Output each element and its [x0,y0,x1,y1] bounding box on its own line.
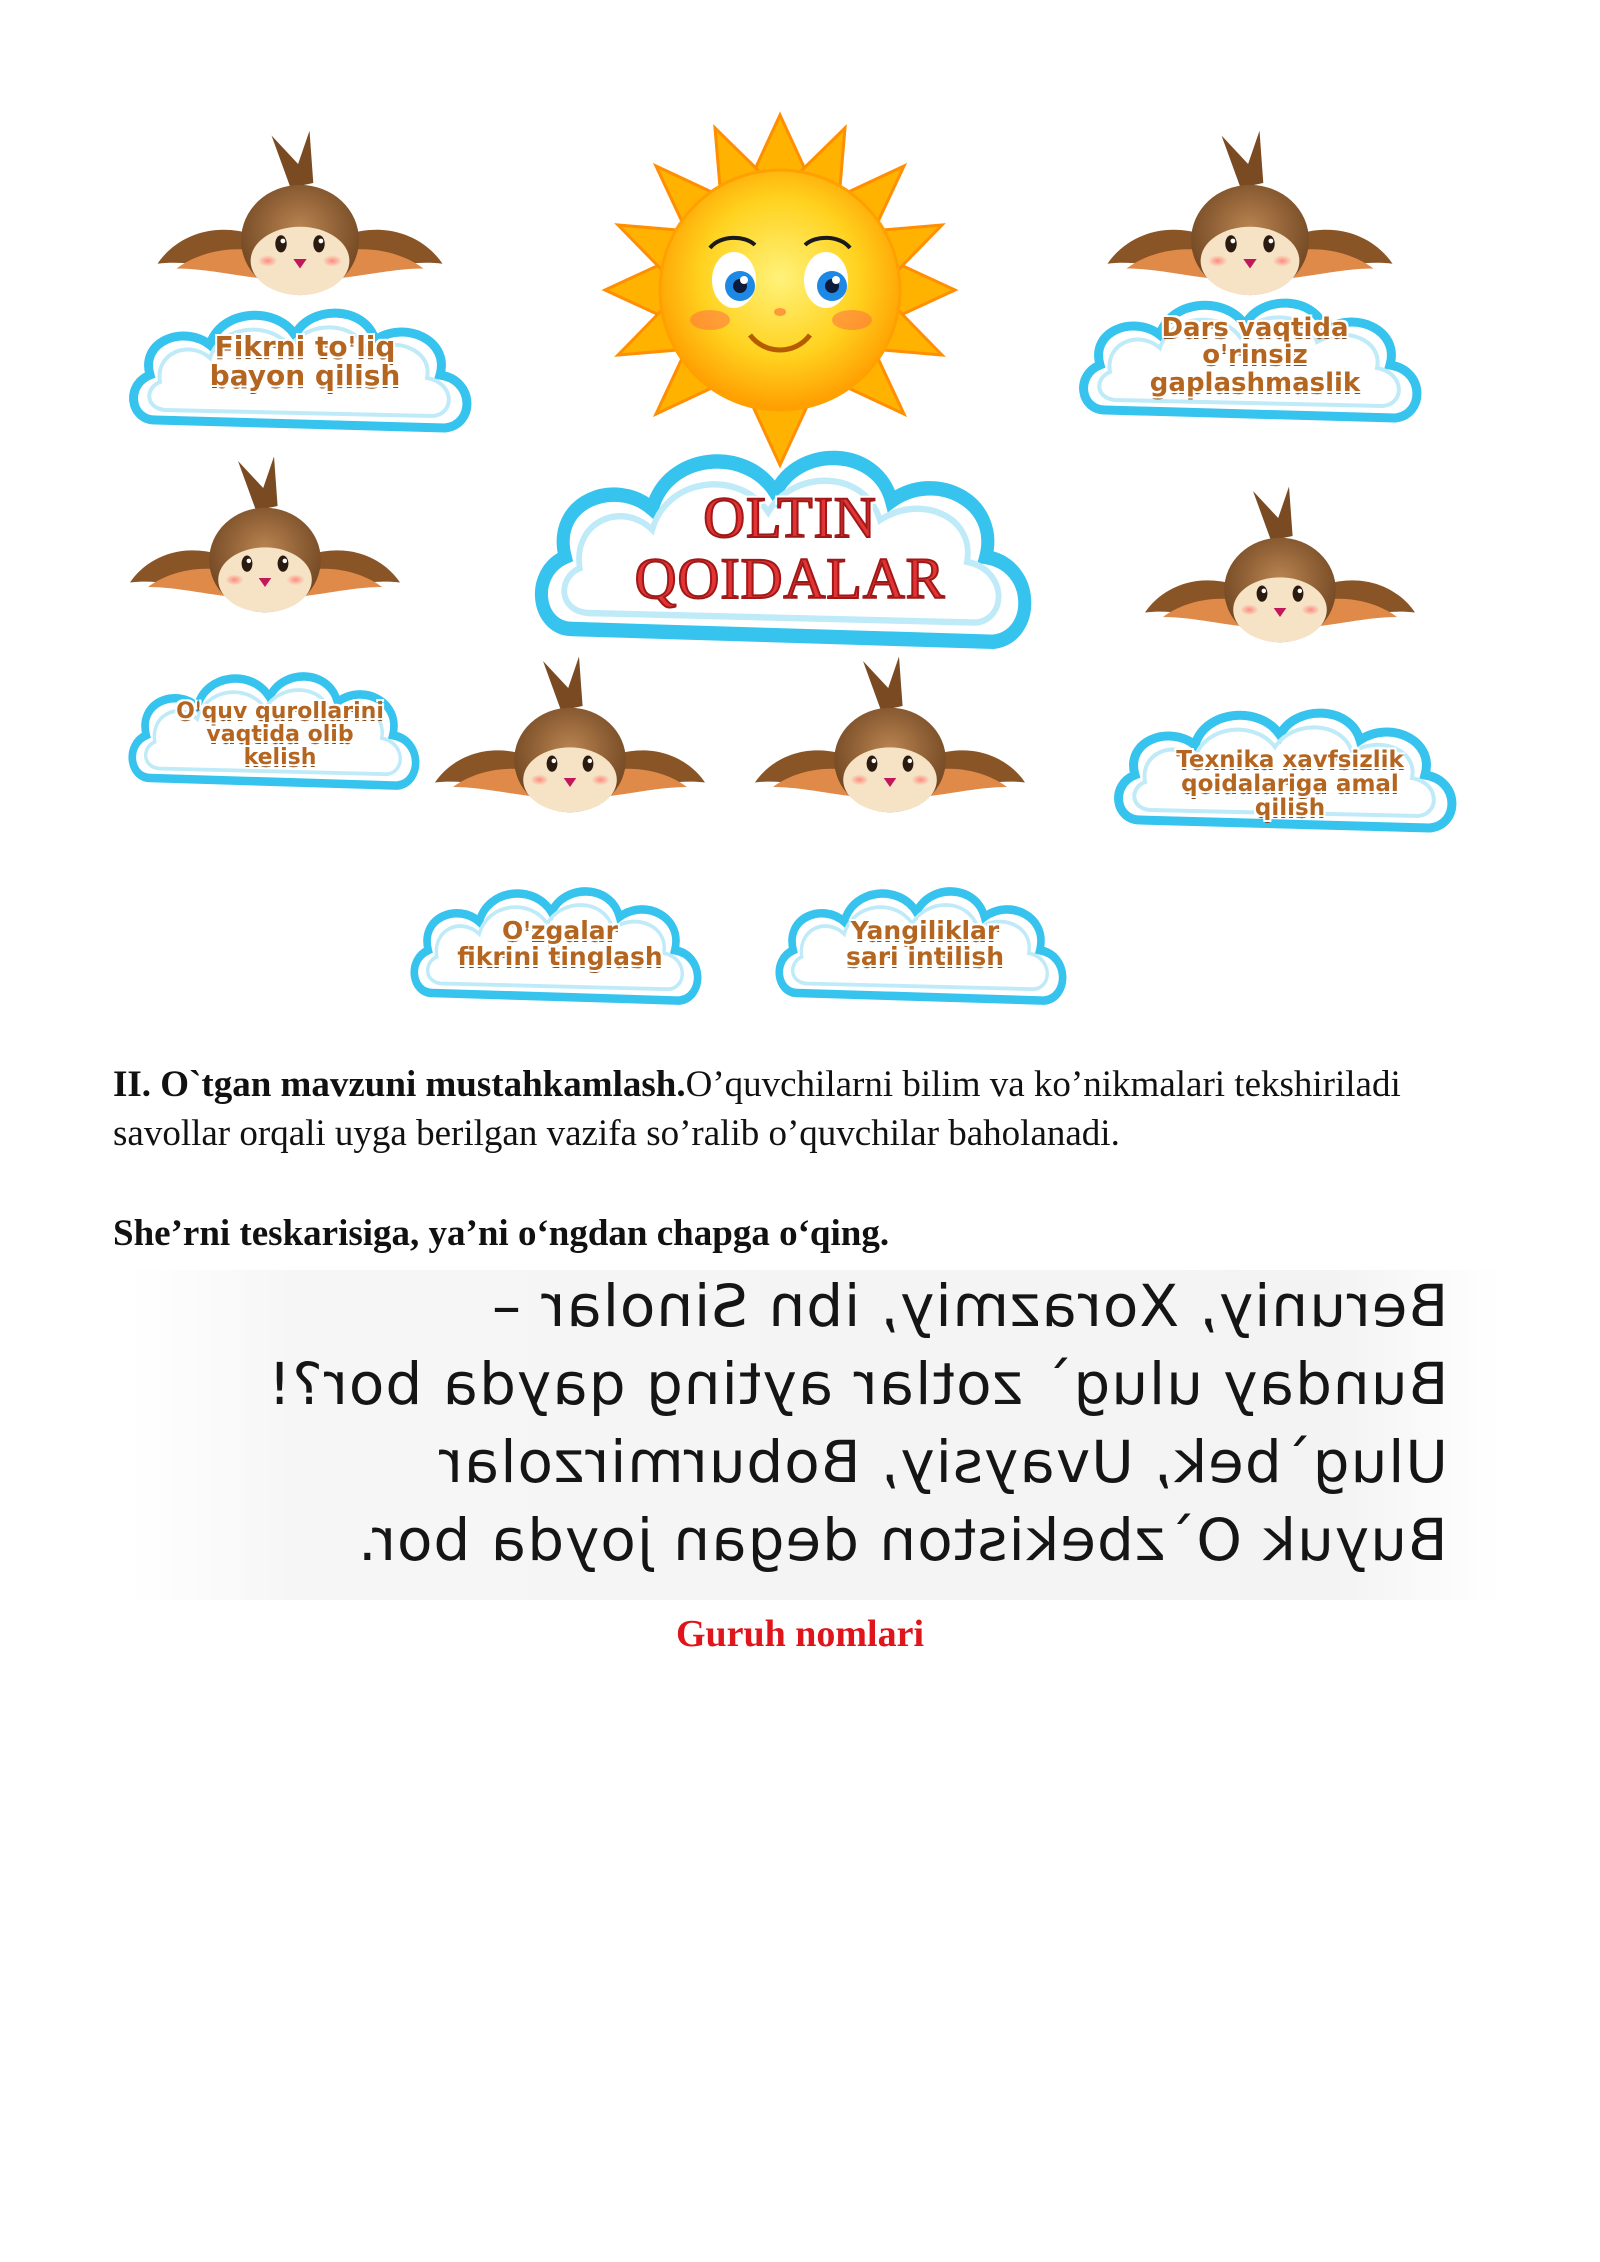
section-body: O’quvchilarni bilim va ko’nikmalari tekshiriladi savollar orqali uyga berilgan vazifa so’ralib o’quvchilar baholanadi. [113,1064,1401,1154]
golden-rules-poster [0,0,1600,1040]
rule-text: Texnika xavfsizlik qoidalariga amal qilish [1176,747,1404,822]
bird-illustration [435,657,705,813]
bird-illustration [130,457,400,613]
rule-text: Fikrni to'liq bayon qilish [209,330,401,393]
groups-title: Guruh nomlari [675,1613,925,1655]
rule-text: Dars vaqtida o'rinsiz gaplashmaslik [1149,313,1361,398]
poem-line: Bunday ulug` zotlar ayting qayda bor?! [266,1350,1448,1418]
poem-line: Beruniy, Xorazmiy, ibn Sinolar – [490,1272,1448,1340]
rule-text: O'quv qurollarini vaqtida olib kelish [176,699,384,771]
mirrored-poem [130,1270,1500,1600]
poster-title-line2: QOIDALAR [634,545,946,611]
poster-title [590,485,990,611]
rule-text: O'zgalar fikrini tinglash [457,916,663,972]
rule-text: Yangiliklar sari intilish [845,916,1005,972]
poem-line: Ulug`bek, Uvaysiy, Boburmirzolar [438,1428,1448,1496]
bird-illustration [755,657,1025,813]
bird-illustration [1145,487,1415,643]
bird-illustration [1108,131,1393,295]
poem-line: Buyuk O`zbekiston degan joyda bor. [357,1506,1448,1574]
section-paragraph [113,1060,1463,1158]
poster-title-line1: OLTIN [703,485,877,550]
poem-instruction: She’rni teskarisiga, ya’ni o‘ngdan chapga o‘qing. [113,1213,890,1254]
bird-illustration [158,131,443,295]
sun-illustration [605,115,955,465]
section-heading: II. O`tgan mavzuni mustahkamlash. [113,1064,686,1105]
